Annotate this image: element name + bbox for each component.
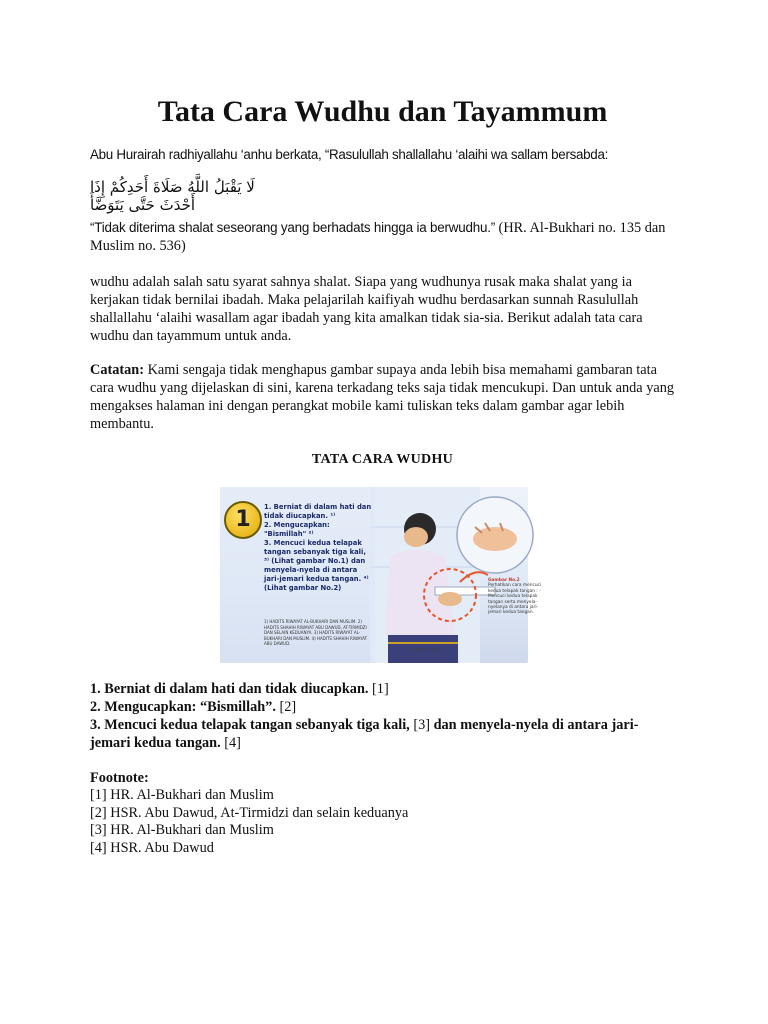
step-2-bold: 2. Mengucapkan: “Bismillah”.: [90, 699, 276, 715]
step-item-2: [90, 698, 675, 716]
step-3-ref-b: [4]: [220, 735, 241, 751]
figure-steps: [264, 503, 372, 593]
section-title: TATA CARA WUDHU: [311, 452, 454, 467]
hadith-quote: “Tidak diterima shalat seseorang yang berhadats hingga ia berwudhu.”: [90, 220, 495, 235]
intro-text: Abu Hurairah radhiyallahu ‘anhu berkata, “Rasulullah shallallahu ‘alaihi wa sallam bersabda:: [90, 147, 609, 162]
hands: [438, 592, 462, 606]
page-title: Tata Cara Wudhu dan Tayammum: [157, 95, 608, 128]
figure-side-note: [488, 578, 548, 616]
step-number-badge: 1: [224, 501, 262, 539]
step-3-ref-a: [3]: [409, 717, 434, 733]
step-item-1: [90, 680, 675, 698]
footnote-item: [2] HSR. Abu Dawud, At-Tirmidzi dan selain keduanya: [90, 804, 409, 821]
figure-side-text: Perhatikan cara mencuci kedua telapak tangan : - Mencuci kedua telapak tangan serta menyela-nyelanya di antara jari-jemari kedua tangan.: [488, 583, 542, 616]
step-3-bold-a: 3. Mencuci kedua telapak tangan sebanyak tiga kali,: [90, 717, 410, 733]
steps-list: [90, 680, 675, 752]
note-paragraph: [90, 361, 675, 433]
footnote-item: [3] HR. Al-Bukhari dan Muslim: [90, 822, 274, 838]
note-label: Catatan:: [90, 362, 145, 378]
body-paragraph: wudhu adalah salah satu syarat sahnya shalat. Siapa yang wudhunya rusak maka shalat yang ia kerjakan tidak bernilai ibadah. Maka pelajarilah kaifiyah wudhu berdasarkan sunnah Rasulullah shallallahu ‘alaihi wasallam agar ibadah yang kita amalkan tidak sia-sia. Berikut adalah tata cara wudhu dan tayammum untuk anda.: [90, 274, 643, 344]
figure-step-1: 1. Berniat di dalam hati dan tidak diucapkan. ¹⁾: [264, 503, 372, 520]
footnote-item: [1] HR. Al-Bukhari dan Muslim: [90, 787, 274, 803]
person-face: [404, 527, 428, 547]
hadith-translation: [90, 219, 675, 255]
step-1-bold: 1. Berniat di dalam hati dan tidak diucapkan.: [90, 681, 369, 697]
figure-step-3: 3. Mencuci kedua telapak tangan sebanyak tiga kali, ³⁾ (Lihat gambar No.1) dan menyela-nyela di antara jari-jemari kedua tangan. ⁴⁾ (Lihat gambar No.2): [264, 539, 369, 592]
footnote-title: Footnote:: [90, 770, 149, 786]
step-item-3: [90, 716, 675, 752]
footnote-item: [4] HSR. Abu Dawud: [90, 839, 214, 856]
step-3-bold-b: dan menyela-nyela di antara jari-jemari kedua tangan.: [90, 717, 639, 751]
footnote-list: [90, 787, 408, 857]
figure-step-2: 2. Mengucapkan: "Bismillah" ²⁾: [264, 521, 330, 538]
wudhu-illustration: [220, 487, 542, 663]
figure-references: 1) HADITS RIWAYAT AL-BUKHARI DAN MUSLIM. 2) HADITS SHAHIH RIWAYAT ABU DAWUD, AT-TIRMIDZI DAN SELAIN KEDUANYA. 3) HADITS RIWAYAT AL-BUKHARI DAN MUSLIM. 4) HADITS SHAHIH RIWAYAT ABU DAWUD.: [264, 619, 368, 647]
hadith-source: (HR. Al-Bukhari no. 135 dan Muslim no. 536): [90, 220, 666, 254]
step-2-ref: [2]: [275, 699, 297, 715]
arabic-hadith: لَا يَقْبَلُ اللَّهُ صَلَاةَ أَحَدِكُمْ إِذَا أَحْدَثَ حَتَّى يَتَوَضَّأَ: [90, 178, 255, 214]
figure-caption: Gambar No.1: [412, 648, 442, 653]
figure-side-title: Gambar No.2: [488, 578, 520, 583]
note-text: Kami sengaja tidak menghapus gambar supaya anda lebih bisa memahami gambaran tata cara wudhu yang dijelaskan di sini, karena terkadang teks saja tidak mencukupi. Dan untuk anda yang mengakses halaman ini dengan perangkat mobile kami tuliskan teks dalam gambar agar lebih membantu.: [90, 362, 675, 432]
step-1-ref: [1]: [368, 681, 389, 697]
